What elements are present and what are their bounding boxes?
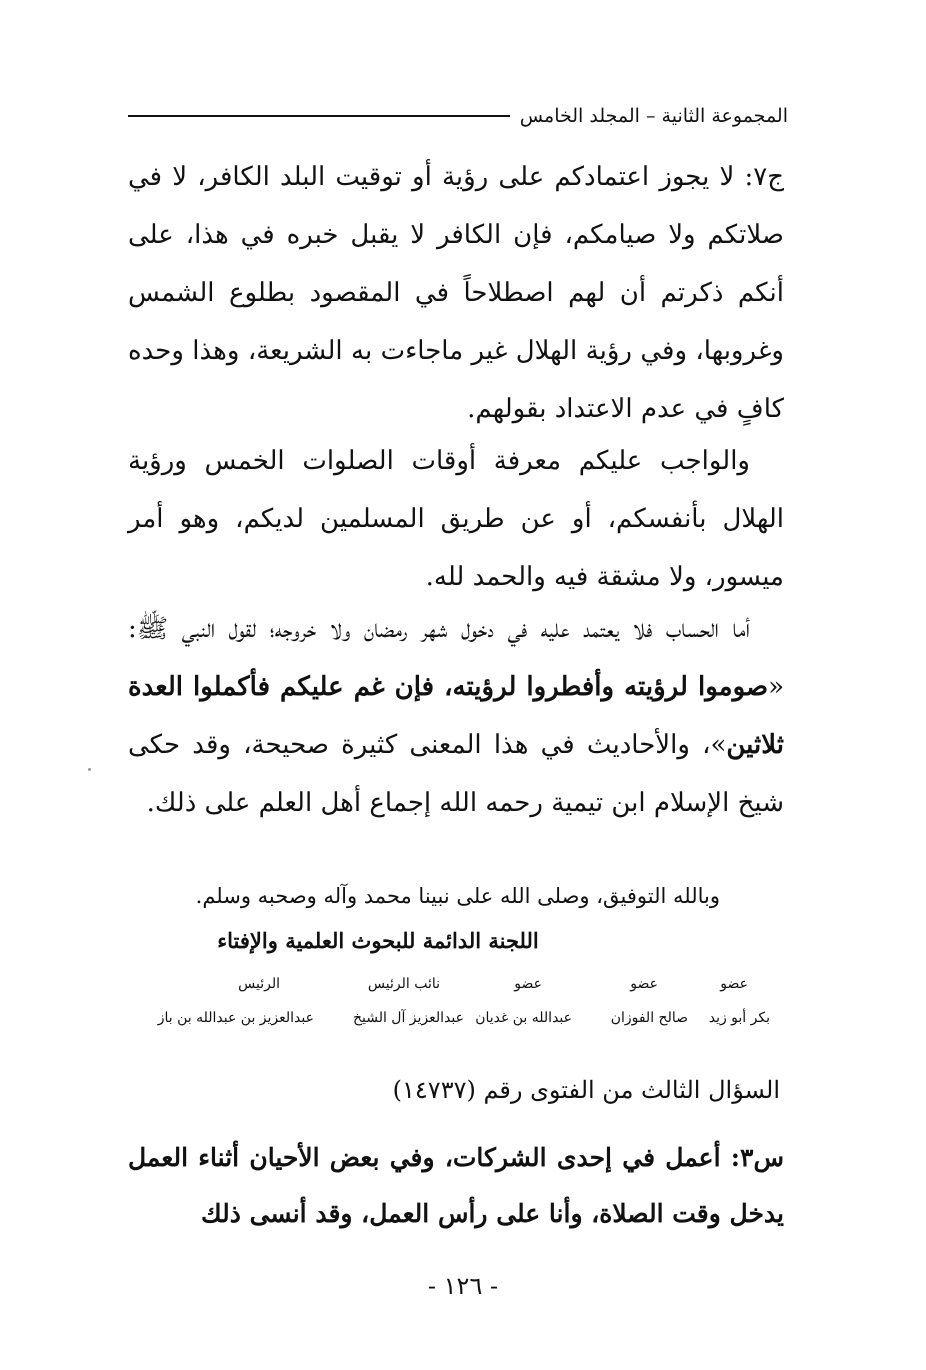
signatory-roles [130, 976, 770, 1000]
header-title: المجموعة الثانية – المجلد الخامس [519, 105, 788, 127]
answer-paragraph-2 [128, 432, 784, 606]
running-header [128, 96, 788, 136]
committee-name: اللجنة الدائمة للبحوث العلمية والإفتاء [217, 928, 539, 953]
closing-line: وبالله التوفيق، وصلى الله على نبينا محمد وآله وصحبه وسلم. [195, 884, 720, 908]
role-member-3: عضو [720, 976, 748, 992]
name-member-2: صالح الفوزان [610, 1010, 688, 1026]
name-member-3: بكر أبو زيد [708, 1010, 770, 1026]
answer-text-3b: »، والأحاديث في هذا المعنى كثيرة صحيحة، وقد حكى شيخ الإسلام ابن تيمية رحمه الله إجماع أهل العلم على ذلك. [128, 730, 784, 818]
scan-speck [88, 768, 91, 771]
role-president: الرئيس [238, 976, 280, 992]
role-member-1: عضو [514, 976, 542, 992]
name-member-1: عبدالله بن غديان [475, 1010, 572, 1026]
signatory-names [130, 1010, 770, 1034]
answer-paragraph-1 [128, 148, 784, 438]
question-body: س٣: أعمل في إحدى الشركات، وفي بعض الأحيان أثناء العمل يدخل وقت الصلاة، وأنا على رأس العمل، وقد أنسى ذلك [128, 1143, 784, 1228]
name-president: عبدالعزيز بن عبدالله بن باز [157, 1010, 314, 1026]
answer-paragraph-3 [128, 600, 784, 832]
answer-text-3a: أما الحساب فلا يعتمد عليه في دخول شهر رمضان ولا خروجه؛ لقول النبي ﷺ: « [128, 614, 784, 702]
role-member-2: عضو [630, 976, 658, 992]
answer-text-2: والواجب عليكم معرفة أوقات الصلوات الخمس ورؤية الهلال بأنفسكم، أو عن طريق المسلمين لديكم، وهو أمر ميسور، ولا مشقة فيه والحمد لله. [128, 446, 784, 592]
name-vice-president: عبدالعزيز آل الشيخ [352, 1010, 464, 1026]
page-number: - ١٢٦ - [427, 1272, 499, 1300]
role-vice-president: نائب الرئيس [367, 976, 440, 992]
hadith-quote: صوموا لرؤيته وأفطروا لرؤيته، فإن غم عليكم فأكملوا العدة ثلاثين [128, 672, 784, 760]
answer-text-1: ج٧: لا يجوز اعتمادكم على رؤية أو توقيت البلد الكافر، لا في صلاتكم ولا صيامكم، فإن الكافر لا يقبل خبره في هذا، على أنكم ذكرتم أن لهم اصطلاحاً في المقصود بطلوع الشمس وغروبها، وفي رؤية الهلال غير ماجاءت به الشريعة، وهذا وحده كافٍ في عدم الاعتداد بقولهم. [128, 162, 784, 424]
question-title: السؤال الثالث من الفتوى رقم (١٤٧٣٧) [392, 1076, 780, 1104]
header-rule [128, 115, 510, 117]
